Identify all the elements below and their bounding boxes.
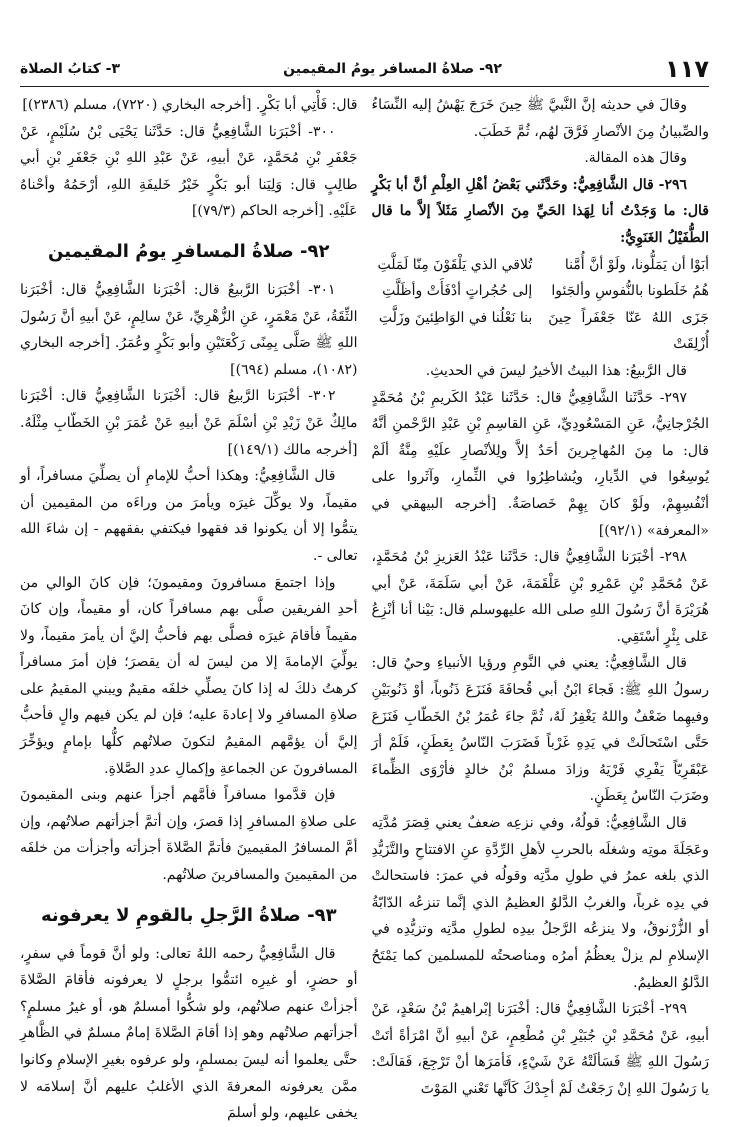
chapter-running-title: ٩٢- صلاةُ المسافر يومُ المقيمين [283,61,502,77]
text-columns [20,92,709,1122]
paragraph: قال الشَّافِعِيُّ: قولُهُ، وفي نزعِه ضعفٌ يعني قِصَرَ مُدَّتِه وعَجَلَةَ موتِه وشغلَه بالحربِ لأهلِ الرِّدَّةِ عنِ الافتتاحِ والتَّزَيُّدِ الذي بلغه عمرُ في طولِ مدَّتِه وقولُه في عمرَ: فاستحالتْ في يدِه غرباً، والغربُ الدَّلوُ العظيمُ الذي إنَّما تنزعُه الدّابّةُ أو الزُّرْنوقُ، ولا ينزعُه الرَّجلُ بيدِه لطولِ مدَّتِه وتزيُّدِه في الإسلامِ لم يزلْ يعظُمُ أمرُه ومناصحتُه للمسلمين كما يَمْتَحُ الدَّلوُ العظيمُ. [371,815,709,991]
paragraph: قال الشَّافِعِيُّ: وهكذا أحبُّ للإمامِ أن يصلِّيَ مسافراً، أو مقيماً، ولا يوكِّلَ غيرَه ويأمرَ من وراءَه من المقيمين أن يتمُّوا إلا أن يكونوا قد فقهوا فيكتفي بفقههم - إن شاءَ الله تعالى -. [20,468,358,564]
paragraph: وقالَ هذه المقالة. [584,150,687,167]
page-number: ١١٧ [665,55,709,83]
paragraph: ٢٩٩- أخْبَرَنا الشَّافِعِيُّ قال: أخْبَرَنا إبْراهيمُ بْنُ سَعْدٍ، عَنْ أبيهِ، عَنْ مُحَمَّدِ بْنِ جُبَيْرِ بْنِ مُطْعِمٍ، عَنْ أبيهِ أنَّ امْرَأةً أتَتْ رَسُولَ اللهِ ﷺ فَسَألَتْهُ عَنْ شَيْءٍ، فَأمَرَها أنْ تَرْجِعَ، فَقالَتْ: يا رَسُولَ اللهِ إنْ رَجَعْتُ لَمْ أجِدْكَ كَأنَّها تَعْني المَوْتَ [371,1001,709,1097]
paragraph: وإذا اجتمعَ مسافرونَ ومقيمونَ؛ فإن كانَ الوالي من أحدِ الفريقين صلَّى بهم مسافراً كان، أو مقيماً، وإن كانَ مقيماً فأقامَ غيرَه فصلَّى بهم فأحبُّ إليَّ أن يأمرَ مقيماً، ولا يولِّيَ الإمامةَ إلا من ليسَ له أن يقصرَ؛ فإن أمرَ مسافراً كرهتُ ذلكَ له إذا كانَ يصلِّي خلفَه مقيمٌ ويبني المقيمُ على صلاةِ المسافرِ ولا إعادةَ عليه؛ فإن لم يكن فيهم والٍ فأحبُّ إليَّ أن يؤمَّهم المقيمُ لتكونَ صلاتُهم كلُّها بإمامٍ ويؤخِّرَ المسافرونَ عن الجماعةِ وإكمالِ عددِ الصَّلاةِ. [20,574,358,777]
page-header [20,56,709,82]
poem-verse [372,252,710,358]
paragraph: فإن قدَّموا مسافراً فأمَّهم أجزأ عنهم وبنى المقيمونَ على صلاةِ المسافرِ إذا قصرَ، وإن أتمَّ أجزأتهم صلاتُهم، وإن أمَّ المسافرُ المقيمينَ فأتمَّ الصَّلاةَ أجزأته وأجزأت من خلفَه من المقيمينَ والمسافرينَ صلاتُهم. [20,787,358,884]
verse-hemistich: جَزَى اللهُ عَنّا جَعْفَراً حِينَ أُزْلِقَتْ [548,309,709,353]
paragraph: ٣٠٢- أخْبَرَنا الرَّبيعُ قال: أخْبَرَنا الشَّافِعِيُّ قال: أخْبَرَنا مالِكٌ عَنْ زَيْدِ بْنِ أسْلَمَ عَنْ أبيهِ عَنْ عُمَرَ بْنِ الخَطّابِ مِثْلَهُ. [أخرجه مالك (١٤٩/١)] [20,388,358,458]
paragraph: قال: فَأْتِي أبا بَكْرٍ. [أخرجه البخاري (٧٢٢٠)، مسلم (٢٣٨٦)] [22,97,358,113]
right-column [372,92,710,1100]
verse-hemistich: هُمُ خَلَطونا بالنُّفوسِ وألجَئوا [551,283,709,300]
paragraph: وقالَ في حديثه إنَّ النَّبيَّ ﷺ حِينَ خَرَجَ يَهْشُ إليه النِّسَاءُ والصِّبيانُ مِنَ الأنْصارِ فَرَّقَ لهُم، ثُمَّ خَطَبَ. [371,97,709,140]
paragraph: قال الرَّبيعُ: هذا البيتُ الأخيرُ ليسَ في الحديثِ. [425,362,687,379]
verse-hemistich: تُلاقي الذي يَلْقَوْنَ مِنّا لَمَلَّتِ [377,256,533,273]
left-column [20,92,358,1122]
section-heading: ٩٣- صلاةُ الرَّجلِ بالقومِ لا يعرفونه [40,904,337,926]
section-heading: ٩٢- صلاةُ المسافرِ يومُ المقيمين [48,240,330,262]
paragraph: قال الشَّافِعِيُّ: يعني في النَّومِ ورؤيا الأنبياءِ وحيٌ قال: رسولُ اللهِ ﷺ: فَجاءَ ابْنُ أبي قُحافَةَ فَنَزَعَ ذَنُوباً، أوْ ذَنُوبَيْنِ وفيهِما ضَعْفٌ واللهُ يَغْفِرُ لَهُ، ثُمَّ جاءَ عُمَرُ بْنُ الخَطّابِ فَنَزَعَ حَتَّى اسْتَحالَتْ في يَدِهِ غَرْباً فَضَرَبَ النّاسُ بِعَطَنٍ، فَلَمْ أرَ عَبْقَرِيّاً يَفْرِي فَرْيَهُ وزادَ مسلمُ بْنُ خالدٍ فأرْوَى الظِّماءَ وضَرَبَ النّاسُ بِعَطَنٍ. [371,655,709,805]
verse-hemistich: أبَوْا أن يَمَلُّونا، ولَوْ أنَّ أُمَّنا [564,256,709,273]
paragraph: ٣٠٠- أخْبَرَنا الشَّافِعِيُّ قال: حَدَّثَنا يَحْيَى بْنُ سُلَيْمٍ، عَنْ جَعْفَرِ بْنِ مُحَمَّدٍ، عَنْ أبيهِ، عَنْ عَبْدِ اللهِ بْنِ جَعْفَرِ بْنِ أبي طالِبٍ قال: وَلِيَنا أبو بَكْرٍ خَيْرُ خَليفَةِ اللهِ، أرْحَمُهُ وأحْناهُ عَلَيْهِ. [أخرجه الحاكم (٧٩/٣)] [20,123,358,220]
paragraph: ٢٩٨- أخْبَرَنا الشَّافِعِيُّ قال: حَدَّثَنا عَبْدُ العَزيزِ بْنُ مُحَمَّدٍ، عَنْ مُحَمَّدِ بْنِ عَمْرِو بْنِ عَلْقَمَةَ، عَنْ أبي سَلَمَةَ، عَنْ أبي هُرَيْرَةَ أنَّ رَسُولَ اللهِ صلى الله عليهوسلم قال: بَيْنا أنا أنْزِعُ عَلى بِئْرٍ أسْتَقِي. [371,549,709,645]
paragraph: ٢٩٦- قال الشَّافِعِيُّ: وحَدَّثَني بَعْضُ أهْلِ العِلْمِ أنَّ أبا بَكْرٍ قال: ما وَجَدْتُ أنا لِهَذا الحَيِّ مِنَ الأنْصارِ مَثَلاً إلاَّ ما قال الطُّفَيْلُ الغَنَوِيُّ: [371,176,709,246]
paragraph: ٢٩٧- حَدَّثَنا الشَّافِعِيُّ قال: حَدَّثَنا عَبْدُ الكَريمِ بْنُ مُحَمَّدٍ الجُرْجانِيُّ، عَنِ المَسْعُودِيِّ، عَنِ القاسِمِ بْنِ عَبْدِ الرَّحْمنِ أنَّهُ قال: ما مِنَ المُهاجِرينَ أحَدٌ إلاَّ ولِلأنْصارِ علَيْهِ مِنَّةٌ ألَمْ يُوسِعُوا في الدِّيارِ، ويُشاطِرُوا في الثِّمارِ، وآثَروا على أنْفُسِهِمْ، ولَوْ كانَ بِهِمْ خَصاصَةٌ. [أخرجه البيهقي في «المعرفة» (٩٢/١)] [371,389,709,539]
paragraph: ٣٠١- أخْبَرَنا الرَّبيعُ قال: أخْبَرَنا الشَّافِعِيُّ قال: أخْبَرَنا الثِّقَةُ، عَنْ مَعْمَرٍ، عَنِ الزُّهْرِيِّ، عَنْ سالِمٍ، عَنْ أبيهِ أنَّ رَسُولَ اللهِ ﷺ صَلَّى بِمِنًى رَكْعَتَيْنِ وأبو بَكْرٍ وعُمَرُ. [أخرجه البخاري (١٠٨٢)، مسلم (٦٩٤)] [20,281,358,378]
verse-hemistich: بنا نَعْلُنا في الوَاطِئينَ وزَلَّتِ [378,309,533,326]
verse-hemistich: إلى حُجُراتٍ أدْفَأَتْ وأظَلَّتِ [382,283,533,300]
header-rule [20,86,709,87]
paragraph: قال الشَّافِعِيُّ رحمه اللهُ تعالى: ولو أنَّ قوماً في سفرٍ، أو حضرٍ، أو غيرِه ائتمُّوا برجلٍ لا يعرفونه فأقامَ الصَّلاةَ أجزأتْ عنهم صلاتُهم، ولو شكُّوا أمسلمٌ هو، أو غيرُ مسلمٍ؟ أجزأتهم صلاتُهم وهو إذا أقامَ الصَّلاةَ إمامٌ مسلمٌ في الظَّاهرِ حتَّى يعلموا أنه ليسَ بمسلمٍ، ولو عرفوه بغيرِ الإسلامِ وكانوا ممَّن يعرفونه المعرفةَ الذي الأغلبُ عليهم أنَّ إسلامَه لا يخفى عليهم، ولو أسلمَ [20,945,358,1122]
book-title: ٣- كتابُ الصلاة [20,61,121,77]
